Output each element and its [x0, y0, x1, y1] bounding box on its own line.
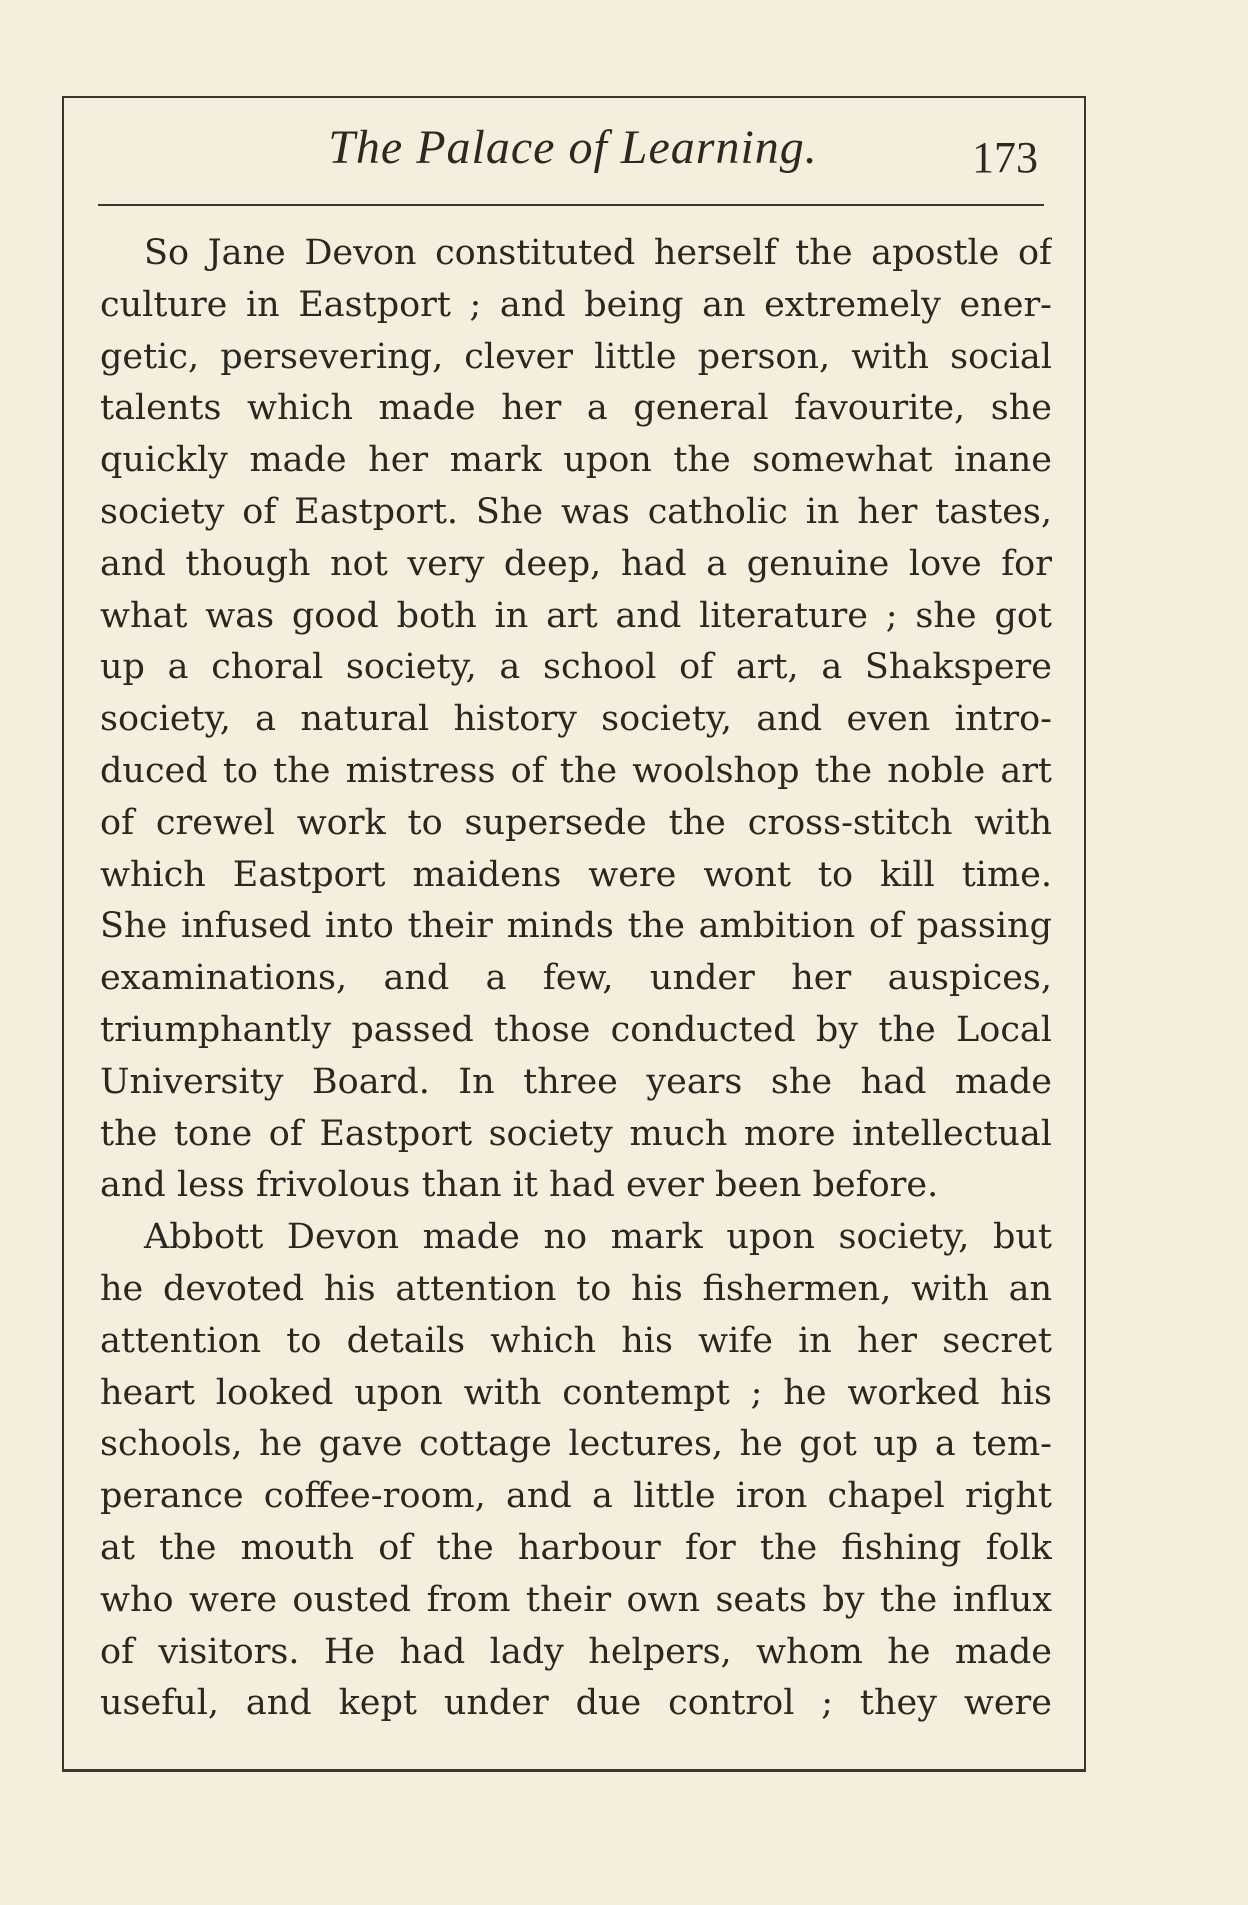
- text-line: So Jane Devon constituted herself the apostle of: [144, 233, 1052, 273]
- text-line: examinations, and a few, under her auspices,: [100, 958, 1052, 999]
- header-rule: [98, 204, 1044, 206]
- text-line: of crewel work to supersede the cross-stitch with: [100, 802, 1052, 843]
- text-line: Abbott Devon made no mark upon society, but: [144, 1217, 1052, 1258]
- text-line: society of Eastport. She was catholic in her tastes,: [100, 491, 1052, 532]
- text-line: up a choral society, a school of art, a Shakspere: [100, 647, 1052, 688]
- text-line: perance coffee-room, and a little iron chapel right: [100, 1476, 1052, 1517]
- text-line: useful, and kept under due control ; they were: [100, 1683, 1052, 1724]
- text-line: attention to details which his wife in her secret: [100, 1320, 1052, 1361]
- text-line: getic, persevering, clever little person, with social: [100, 336, 1052, 377]
- text-line: University Board. In three years she had made: [100, 1061, 1052, 1102]
- text-line: talents which made her a general favourite, she: [100, 388, 1052, 429]
- text-line: of visitors. He had lady helpers, whom he made: [100, 1631, 1052, 1672]
- text-line: which Eastport maidens were wont to kill time.: [100, 854, 1052, 895]
- text-line: society, a natural history society, and even intro-: [100, 699, 1052, 740]
- text-line: and less frivolous than it had ever been before.: [100, 1165, 939, 1206]
- text-line: triumphantly passed those conducted by the Local: [100, 1009, 1052, 1050]
- text-line: schools, he gave cottage lectures, he got up a tem-: [100, 1424, 1052, 1465]
- text-line: duced to the mistress of the woolshop the noble art: [100, 750, 1052, 791]
- text-line: and though not very deep, had a genuine love for: [100, 543, 1052, 584]
- text-line: culture in Eastport ; and being an extremely ener-: [100, 284, 1052, 325]
- text-line: who were ousted from their own seats by the influx: [100, 1579, 1052, 1620]
- text-line: he devoted his attention to his fishermen, with an: [100, 1268, 1052, 1309]
- body-text: [100, 228, 1052, 1730]
- text-line: quickly made her mark upon the somewhat inane: [100, 440, 1052, 481]
- text-line: heart looked upon with contempt ; he worked his: [100, 1372, 1052, 1413]
- text-line: what was good both in art and literature ; she got: [100, 595, 1052, 636]
- page-title: The Palace of Learning.: [328, 121, 818, 174]
- text-line: at the mouth of the harbour for the fishing folk: [100, 1527, 1052, 1568]
- running-header: [98, 120, 1048, 190]
- page-number: 173: [972, 133, 1038, 182]
- text-line: the tone of Eastport society much more intellectual: [100, 1113, 1052, 1154]
- text-line: She infused into their minds the ambition of passing: [100, 906, 1052, 947]
